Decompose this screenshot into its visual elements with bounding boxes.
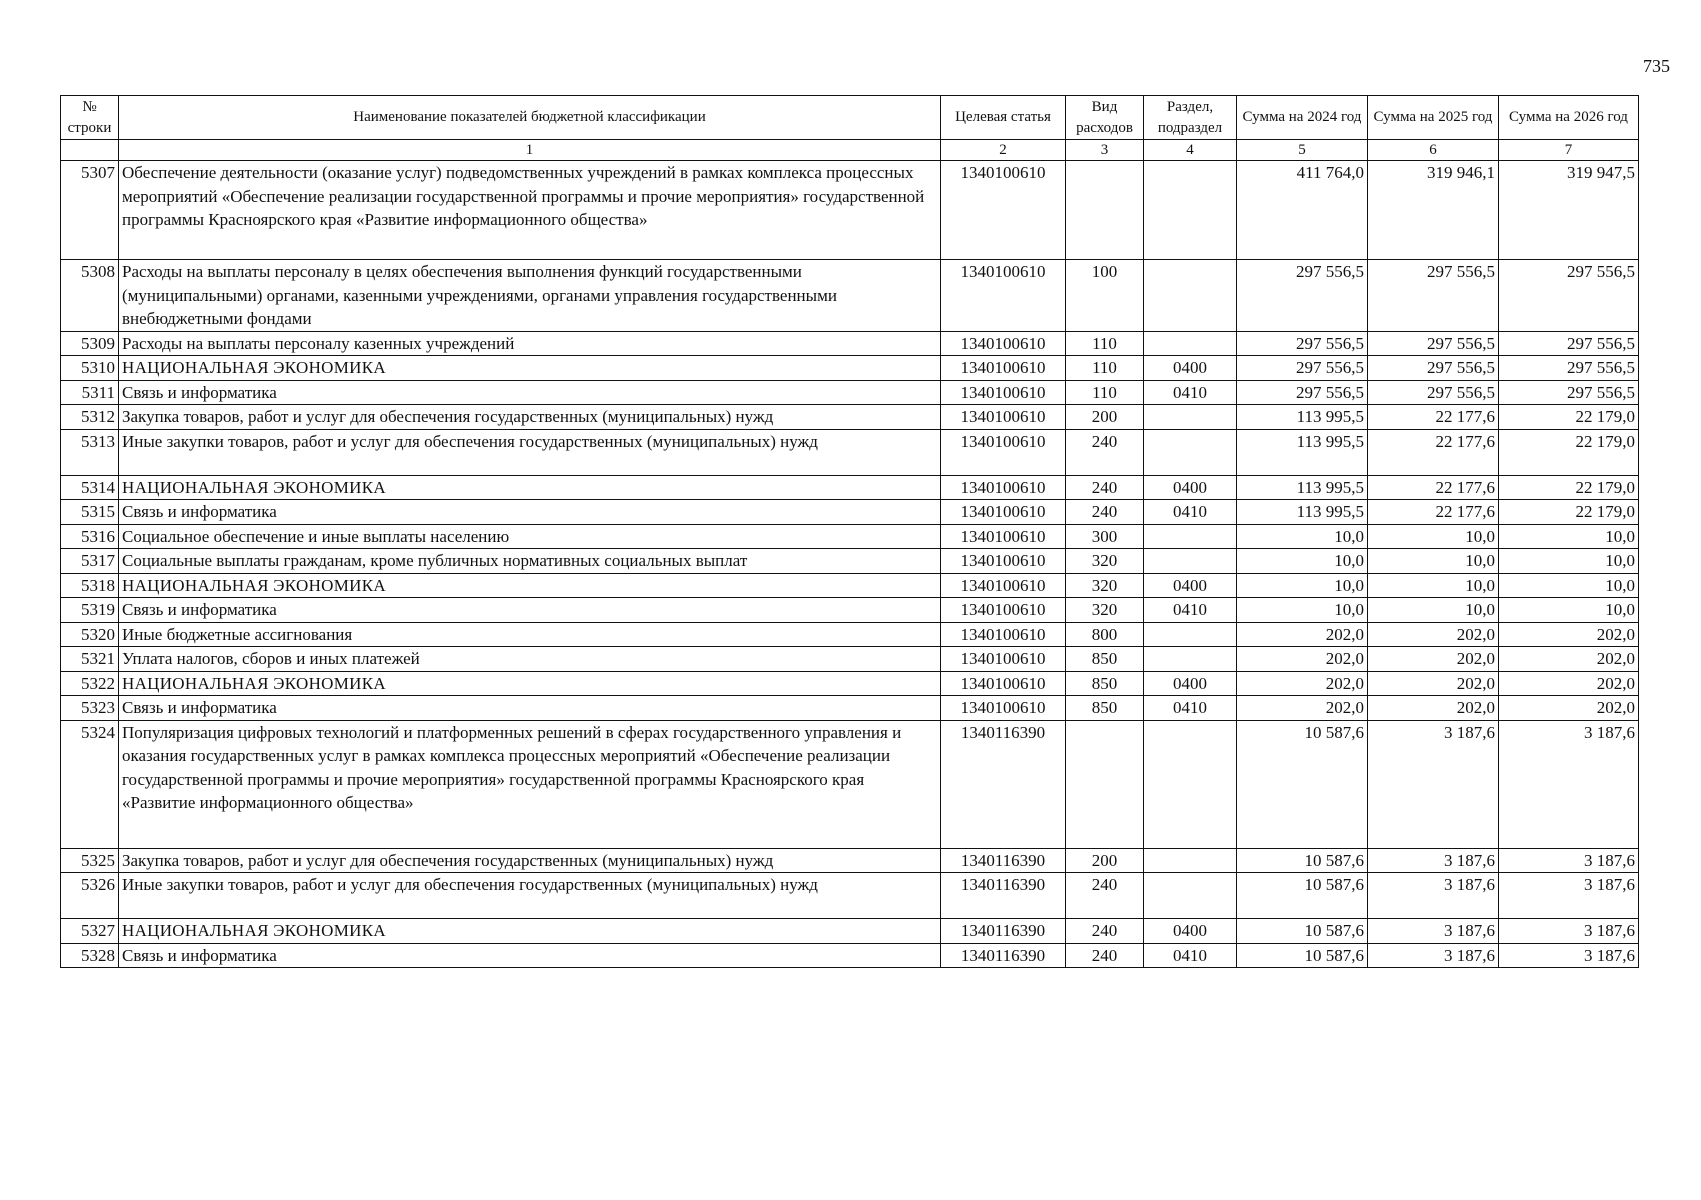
expense-kind-cell: 240 — [1066, 475, 1144, 500]
target-article-cell: 1340116390 — [941, 873, 1066, 919]
sum-2024-cell: 10 587,6 — [1237, 943, 1368, 968]
sum-2025-cell: 10,0 — [1368, 524, 1499, 549]
sum-2025-cell: 3 187,6 — [1368, 720, 1499, 848]
row-number-cell: 5318 — [61, 573, 119, 598]
table-row — [61, 720, 1639, 848]
row-number-cell: 5317 — [61, 549, 119, 574]
sum-2024-cell: 202,0 — [1237, 696, 1368, 721]
table-row — [61, 429, 1639, 475]
sum-2024-cell: 202,0 — [1237, 622, 1368, 647]
sum-2024-cell: 297 556,5 — [1237, 260, 1368, 332]
row-number-cell: 5313 — [61, 429, 119, 475]
sum-2024-cell: 10,0 — [1237, 573, 1368, 598]
target-article-cell: 1340116390 — [941, 919, 1066, 944]
table-row — [61, 331, 1639, 356]
table-row — [61, 622, 1639, 647]
sum-2025-cell: 297 556,5 — [1368, 331, 1499, 356]
expense-kind-cell: 320 — [1066, 573, 1144, 598]
column-number — [61, 140, 119, 161]
expense-kind-cell: 320 — [1066, 549, 1144, 574]
row-number-cell: 5327 — [61, 919, 119, 944]
target-article-cell: 1340100610 — [941, 647, 1066, 672]
section-cell — [1144, 622, 1237, 647]
indicator-name-cell: Связь и информатика — [119, 500, 941, 525]
sum-2025-cell: 3 187,6 — [1368, 919, 1499, 944]
row-number-cell: 5320 — [61, 622, 119, 647]
indicator-name-cell: Иные бюджетные ассигнования — [119, 622, 941, 647]
sum-2026-cell: 3 187,6 — [1499, 720, 1639, 848]
table-row — [61, 500, 1639, 525]
sum-2025-cell: 297 556,5 — [1368, 380, 1499, 405]
target-article-cell: 1340100610 — [941, 260, 1066, 332]
sum-2026-cell: 3 187,6 — [1499, 919, 1639, 944]
target-article-cell: 1340100610 — [941, 573, 1066, 598]
section-cell — [1144, 260, 1237, 332]
expense-kind-cell: 320 — [1066, 598, 1144, 623]
sum-2025-cell: 202,0 — [1368, 671, 1499, 696]
target-article-cell: 1340100610 — [941, 356, 1066, 381]
sum-2026-cell: 297 556,5 — [1499, 356, 1639, 381]
sum-2024-cell: 202,0 — [1237, 647, 1368, 672]
indicator-name-cell: Расходы на выплаты персоналу в целях обеспечения выполнения функций государственными (муниципальными) органами, казенными учреждениями, органами управления государственными внебюджетными фондами — [119, 260, 941, 332]
indicator-name-cell: Иные закупки товаров, работ и услуг для обеспечения государственных (муниципальных) нужд — [119, 873, 941, 919]
section-cell: 0400 — [1144, 919, 1237, 944]
sum-2024-cell: 113 995,5 — [1237, 500, 1368, 525]
sum-2026-cell: 3 187,6 — [1499, 873, 1639, 919]
table-row — [61, 260, 1639, 332]
header-sum-2025: Сумма на 2025 год — [1368, 96, 1499, 140]
sum-2025-cell: 202,0 — [1368, 622, 1499, 647]
sum-2025-cell: 3 187,6 — [1368, 873, 1499, 919]
section-cell: 0400 — [1144, 573, 1237, 598]
indicator-name-cell: Социальные выплаты гражданам, кроме публичных нормативных социальных выплат — [119, 549, 941, 574]
column-number: 4 — [1144, 140, 1237, 161]
section-cell — [1144, 848, 1237, 873]
sum-2024-cell: 113 995,5 — [1237, 475, 1368, 500]
indicator-name-cell: Обеспечение деятельности (оказание услуг) подведомственных учреждений в рамках комплекса процессных мероприятий «Обеспечение реализации государственной программы и прочие мероприятия» государственной программы Красноярского края «Развитие информационного общества» — [119, 161, 941, 260]
indicator-name-cell: НАЦИОНАЛЬНАЯ ЭКОНОМИКА — [119, 356, 941, 381]
section-cell — [1144, 524, 1237, 549]
table-body — [61, 161, 1639, 968]
sum-2026-cell: 202,0 — [1499, 671, 1639, 696]
sum-2026-cell: 22 179,0 — [1499, 500, 1639, 525]
expense-kind-cell: 240 — [1066, 919, 1144, 944]
row-number-cell: 5322 — [61, 671, 119, 696]
indicator-name-cell: Связь и информатика — [119, 696, 941, 721]
target-article-cell: 1340100610 — [941, 380, 1066, 405]
sum-2026-cell: 3 187,6 — [1499, 848, 1639, 873]
target-article-cell: 1340116390 — [941, 943, 1066, 968]
sum-2025-cell: 202,0 — [1368, 696, 1499, 721]
section-cell: 0410 — [1144, 380, 1237, 405]
sum-2024-cell: 10 587,6 — [1237, 848, 1368, 873]
row-number-cell: 5315 — [61, 500, 119, 525]
row-number-cell: 5319 — [61, 598, 119, 623]
table-row — [61, 356, 1639, 381]
header-section: Раздел, подраздел — [1144, 96, 1237, 140]
indicator-name-cell: НАЦИОНАЛЬНАЯ ЭКОНОМИКА — [119, 919, 941, 944]
row-number-cell: 5310 — [61, 356, 119, 381]
column-number: 7 — [1499, 140, 1639, 161]
table-row — [61, 848, 1639, 873]
sum-2026-cell: 10,0 — [1499, 573, 1639, 598]
table-row — [61, 873, 1639, 919]
expense-kind-cell: 240 — [1066, 943, 1144, 968]
table-row — [61, 598, 1639, 623]
indicator-name-cell: Закупка товаров, работ и услуг для обеспечения государственных (муниципальных) нужд — [119, 848, 941, 873]
expense-kind-cell: 800 — [1066, 622, 1144, 647]
table-row — [61, 573, 1639, 598]
row-number-cell: 5328 — [61, 943, 119, 968]
expense-kind-cell — [1066, 161, 1144, 260]
target-article-cell: 1340100610 — [941, 161, 1066, 260]
column-number: 5 — [1237, 140, 1368, 161]
expense-kind-cell: 240 — [1066, 873, 1144, 919]
sum-2024-cell: 411 764,0 — [1237, 161, 1368, 260]
row-number-cell: 5309 — [61, 331, 119, 356]
sum-2024-cell: 10,0 — [1237, 598, 1368, 623]
indicator-name-cell: Связь и информатика — [119, 380, 941, 405]
indicator-name-cell: Популяризация цифровых технологий и платформенных решений в сферах государственного управления и оказания государственных услуг в рамках комплекса процессных мероприятий «Обеспечение реализации государственной программы и прочие мероприятия» государственной программы Красноярского края «Развитие информационного общества» — [119, 720, 941, 848]
target-article-cell: 1340100610 — [941, 429, 1066, 475]
sum-2025-cell: 3 187,6 — [1368, 943, 1499, 968]
column-number: 1 — [119, 140, 941, 161]
sum-2025-cell: 10,0 — [1368, 598, 1499, 623]
sum-2024-cell: 10 587,6 — [1237, 720, 1368, 848]
table-row — [61, 380, 1639, 405]
section-cell: 0410 — [1144, 696, 1237, 721]
row-number-cell: 5323 — [61, 696, 119, 721]
target-article-cell: 1340100610 — [941, 524, 1066, 549]
row-number-cell: 5325 — [61, 848, 119, 873]
row-number-cell: 5314 — [61, 475, 119, 500]
indicator-name-cell: Социальное обеспечение и иные выплаты населению — [119, 524, 941, 549]
sum-2024-cell: 113 995,5 — [1237, 405, 1368, 430]
header-target-article: Целевая статья — [941, 96, 1066, 140]
section-cell: 0400 — [1144, 356, 1237, 381]
sum-2025-cell: 297 556,5 — [1368, 356, 1499, 381]
sum-2026-cell: 297 556,5 — [1499, 331, 1639, 356]
table-row — [61, 405, 1639, 430]
indicator-name-cell: Расходы на выплаты персоналу казенных учреждений — [119, 331, 941, 356]
sum-2025-cell: 3 187,6 — [1368, 848, 1499, 873]
sum-2025-cell: 22 177,6 — [1368, 405, 1499, 430]
expense-kind-cell: 850 — [1066, 647, 1144, 672]
indicator-name-cell: Закупка товаров, работ и услуг для обеспечения государственных (муниципальных) нужд — [119, 405, 941, 430]
table-row — [61, 671, 1639, 696]
header-sum-2026: Сумма на 2026 год — [1499, 96, 1639, 140]
target-article-cell: 1340100610 — [941, 671, 1066, 696]
table-row — [61, 549, 1639, 574]
indicator-name-cell: Уплата налогов, сборов и иных платежей — [119, 647, 941, 672]
header-name: Наименование показателей бюджетной классификации — [119, 96, 941, 140]
sum-2026-cell: 202,0 — [1499, 647, 1639, 672]
expense-kind-cell: 200 — [1066, 405, 1144, 430]
expense-kind-cell: 850 — [1066, 671, 1144, 696]
column-number: 6 — [1368, 140, 1499, 161]
table-row — [61, 919, 1639, 944]
row-number-cell: 5326 — [61, 873, 119, 919]
header-row-number: № строки — [61, 96, 119, 140]
header-sum-2024: Сумма на 2024 год — [1237, 96, 1368, 140]
row-number-cell: 5308 — [61, 260, 119, 332]
indicator-name-cell: Связь и информатика — [119, 943, 941, 968]
sum-2026-cell: 202,0 — [1499, 696, 1639, 721]
section-cell — [1144, 720, 1237, 848]
sum-2025-cell: 297 556,5 — [1368, 260, 1499, 332]
sum-2024-cell: 113 995,5 — [1237, 429, 1368, 475]
table-row — [61, 524, 1639, 549]
table-row — [61, 943, 1639, 968]
table-row — [61, 161, 1639, 260]
sum-2024-cell: 10 587,6 — [1237, 919, 1368, 944]
sum-2026-cell: 297 556,5 — [1499, 260, 1639, 332]
target-article-cell: 1340100610 — [941, 696, 1066, 721]
header-row — [61, 96, 1639, 140]
row-number-cell: 5311 — [61, 380, 119, 405]
sum-2024-cell: 10,0 — [1237, 549, 1368, 574]
sum-2026-cell: 10,0 — [1499, 549, 1639, 574]
target-article-cell: 1340100610 — [941, 475, 1066, 500]
expense-kind-cell: 300 — [1066, 524, 1144, 549]
sum-2024-cell: 10 587,6 — [1237, 873, 1368, 919]
budget-table — [60, 95, 1639, 968]
sum-2024-cell: 297 556,5 — [1237, 380, 1368, 405]
indicator-name-cell: Иные закупки товаров, работ и услуг для обеспечения государственных (муниципальных) нужд — [119, 429, 941, 475]
table-row — [61, 696, 1639, 721]
expense-kind-cell — [1066, 720, 1144, 848]
sum-2025-cell: 22 177,6 — [1368, 500, 1499, 525]
sum-2026-cell: 10,0 — [1499, 598, 1639, 623]
target-article-cell: 1340100610 — [941, 500, 1066, 525]
table-row — [61, 647, 1639, 672]
column-number: 2 — [941, 140, 1066, 161]
section-cell — [1144, 429, 1237, 475]
sum-2026-cell: 22 179,0 — [1499, 429, 1639, 475]
section-cell: 0400 — [1144, 475, 1237, 500]
section-cell — [1144, 331, 1237, 356]
expense-kind-cell: 850 — [1066, 696, 1144, 721]
section-cell — [1144, 873, 1237, 919]
sum-2025-cell: 202,0 — [1368, 647, 1499, 672]
section-cell — [1144, 647, 1237, 672]
column-number-row — [61, 140, 1639, 161]
row-number-cell: 5307 — [61, 161, 119, 260]
indicator-name-cell: НАЦИОНАЛЬНАЯ ЭКОНОМИКА — [119, 671, 941, 696]
target-article-cell: 1340116390 — [941, 720, 1066, 848]
target-article-cell: 1340100610 — [941, 598, 1066, 623]
table-row — [61, 475, 1639, 500]
row-number-cell: 5312 — [61, 405, 119, 430]
target-article-cell: 1340100610 — [941, 622, 1066, 647]
sum-2024-cell: 10,0 — [1237, 524, 1368, 549]
sum-2024-cell: 297 556,5 — [1237, 331, 1368, 356]
header-expense-kind: Вид расходов — [1066, 96, 1144, 140]
target-article-cell: 1340100610 — [941, 405, 1066, 430]
section-cell: 0410 — [1144, 943, 1237, 968]
indicator-name-cell: НАЦИОНАЛЬНАЯ ЭКОНОМИКА — [119, 573, 941, 598]
expense-kind-cell: 240 — [1066, 429, 1144, 475]
sum-2026-cell: 3 187,6 — [1499, 943, 1639, 968]
sum-2025-cell: 22 177,6 — [1368, 475, 1499, 500]
target-article-cell: 1340100610 — [941, 331, 1066, 356]
sum-2026-cell: 202,0 — [1499, 622, 1639, 647]
expense-kind-cell: 200 — [1066, 848, 1144, 873]
section-cell — [1144, 549, 1237, 574]
sum-2024-cell: 202,0 — [1237, 671, 1368, 696]
section-cell: 0410 — [1144, 500, 1237, 525]
expense-kind-cell: 110 — [1066, 356, 1144, 381]
sum-2026-cell: 319 947,5 — [1499, 161, 1639, 260]
indicator-name-cell: Связь и информатика — [119, 598, 941, 623]
section-cell: 0410 — [1144, 598, 1237, 623]
sum-2026-cell: 297 556,5 — [1499, 380, 1639, 405]
sum-2025-cell: 10,0 — [1368, 573, 1499, 598]
sum-2025-cell: 319 946,1 — [1368, 161, 1499, 260]
sum-2026-cell: 22 179,0 — [1499, 475, 1639, 500]
indicator-name-cell: НАЦИОНАЛЬНАЯ ЭКОНОМИКА — [119, 475, 941, 500]
section-cell — [1144, 405, 1237, 430]
expense-kind-cell: 100 — [1066, 260, 1144, 332]
row-number-cell: 5321 — [61, 647, 119, 672]
sum-2026-cell: 22 179,0 — [1499, 405, 1639, 430]
expense-kind-cell: 110 — [1066, 380, 1144, 405]
section-cell: 0400 — [1144, 671, 1237, 696]
sum-2025-cell: 22 177,6 — [1368, 429, 1499, 475]
row-number-cell: 5324 — [61, 720, 119, 848]
page-number: 735 — [1643, 56, 1670, 76]
sum-2025-cell: 10,0 — [1368, 549, 1499, 574]
row-number-cell: 5316 — [61, 524, 119, 549]
expense-kind-cell: 110 — [1066, 331, 1144, 356]
target-article-cell: 1340100610 — [941, 549, 1066, 574]
sum-2024-cell: 297 556,5 — [1237, 356, 1368, 381]
column-number: 3 — [1066, 140, 1144, 161]
sum-2026-cell: 10,0 — [1499, 524, 1639, 549]
section-cell — [1144, 161, 1237, 260]
expense-kind-cell: 240 — [1066, 500, 1144, 525]
target-article-cell: 1340116390 — [941, 848, 1066, 873]
